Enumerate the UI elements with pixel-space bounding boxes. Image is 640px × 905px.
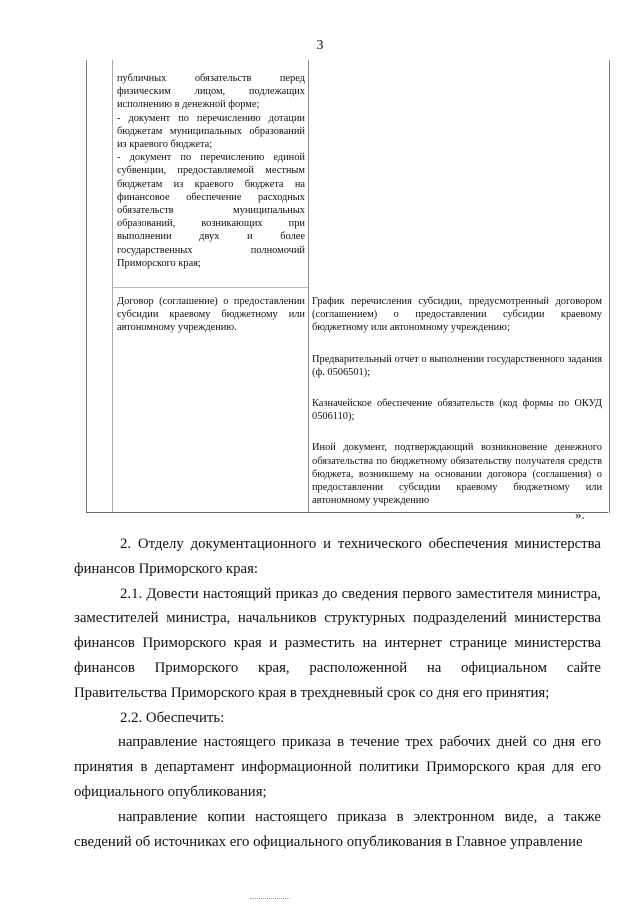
closing-quote: ». <box>575 507 585 522</box>
table-cell-text: - документ по перечислению единой субвенции, предоставляемой местным бюджетам из краевого бюджета на финансовое обеспечение расходных обязательств муниципальных образований, возникающих при выполнении двух и более государственных полномочий Приморского края; <box>117 152 305 269</box>
paragraph: направление настоящего приказа в течение трех рабочих дней со дня его принятия в департамент информационной политики Приморского края для его официального опубликования; <box>74 734 601 800</box>
paragraph: направление копии настоящего приказа в электронном виде, а также сведений об источниках его официального опубликования в Главное управление <box>74 808 601 850</box>
table-cell-text: Предварительный отчет о выполнении государственного задания (ф. 0506501); <box>312 353 602 378</box>
table-cell-text: График перечисления субсидии, предусмотренный договором (соглашением) о предоставлении субсидии краевому бюджетному или автономному учреждению; <box>312 296 602 334</box>
paragraph: 2.1. Довести настоящий приказ до сведения первого заместителя министра, заместителей министра, начальников структурных подразделений министерства финансов Приморского края и разместить на интернет странице министерства финансов Приморского края, расположенной на официальном сайте Правительства Приморского края в трехдневный срок со дня его принятия; <box>74 585 601 701</box>
paragraph: 2.2. Обеспечить: <box>120 709 225 726</box>
table-row-divider <box>112 287 308 288</box>
table-cell-text: Иной документ, подтверждающий возникновение денежного обязательства по бюджетному обязательству получателя средств бюджета, возникшему на основании договора (соглашения) о предоставлении субсидии краевому бюджетному или автономному учреждению <box>312 442 602 507</box>
table-cell-text: - документ по перечислению дотации бюджетам муниципальных образований из краевого бюджета; <box>117 112 305 151</box>
document-body <box>74 532 601 854</box>
paragraph: 2. Отделу документационного и технического обеспечения министерства финансов Приморского края: <box>74 536 601 577</box>
table-cell-text: публичных обязательств перед физическим лицом, подлежащих исполнению в денежной форме; <box>117 73 305 111</box>
table-cell-text: Казначейское обеспечение обязательств (код формы по ОКУД 0506110); <box>312 398 602 423</box>
table-column-divider <box>308 60 309 513</box>
table-bottom-border <box>86 512 608 513</box>
table-cell-left-row1 <box>117 72 305 270</box>
table-cell-right-row2 <box>312 295 602 507</box>
footer-mark <box>250 898 290 899</box>
table-cell-left-row2 <box>117 295 305 335</box>
page-number: 3 <box>316 38 324 53</box>
table-cell-text: Договор (соглашение) о предоставлении субсидии краевому бюджетному или автономному учреждению. <box>117 296 305 334</box>
